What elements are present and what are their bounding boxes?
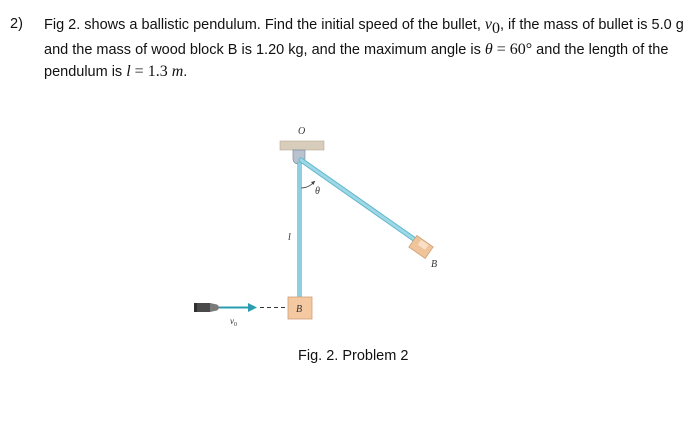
theta-value: = 60° [492,40,533,58]
velocity-label: $v_0$ [230,316,237,328]
theta-label: θ [315,186,320,197]
problem-text-part-3: and the length of the pendulum is [44,41,669,80]
velocity-arrowhead [248,303,257,312]
hanging-block-label: B [296,304,303,315]
velocity-symbol: v [484,16,492,33]
swung-string-highlight [301,160,421,244]
length-symbol: l [126,62,131,80]
bullet [194,303,219,312]
velocity-subscript: 0 [492,19,500,37]
swung-block-label: B [431,259,438,270]
problem-text-end: . [183,63,188,80]
problem-number: 2) [10,16,23,32]
length-label: l [288,232,291,243]
ceiling-support [280,141,324,150]
pivot-label: O [298,126,306,137]
length-unit: m [171,62,184,80]
problem-text-part-1: Fig 2. shows a ballistic pendulum. Find the initial speed of the bullet, [44,17,485,33]
vertical-string [298,162,302,298]
length-value: = 1.3 [130,62,172,80]
figure-caption: Fig. 2. Problem 2 [298,348,409,364]
theta-symbol: θ [484,40,493,58]
problem-text-part-2: , if the mass of bullet is 5.0 g and the mass of wood block B is 1.20 kg, and the maximum angle is [44,17,684,58]
